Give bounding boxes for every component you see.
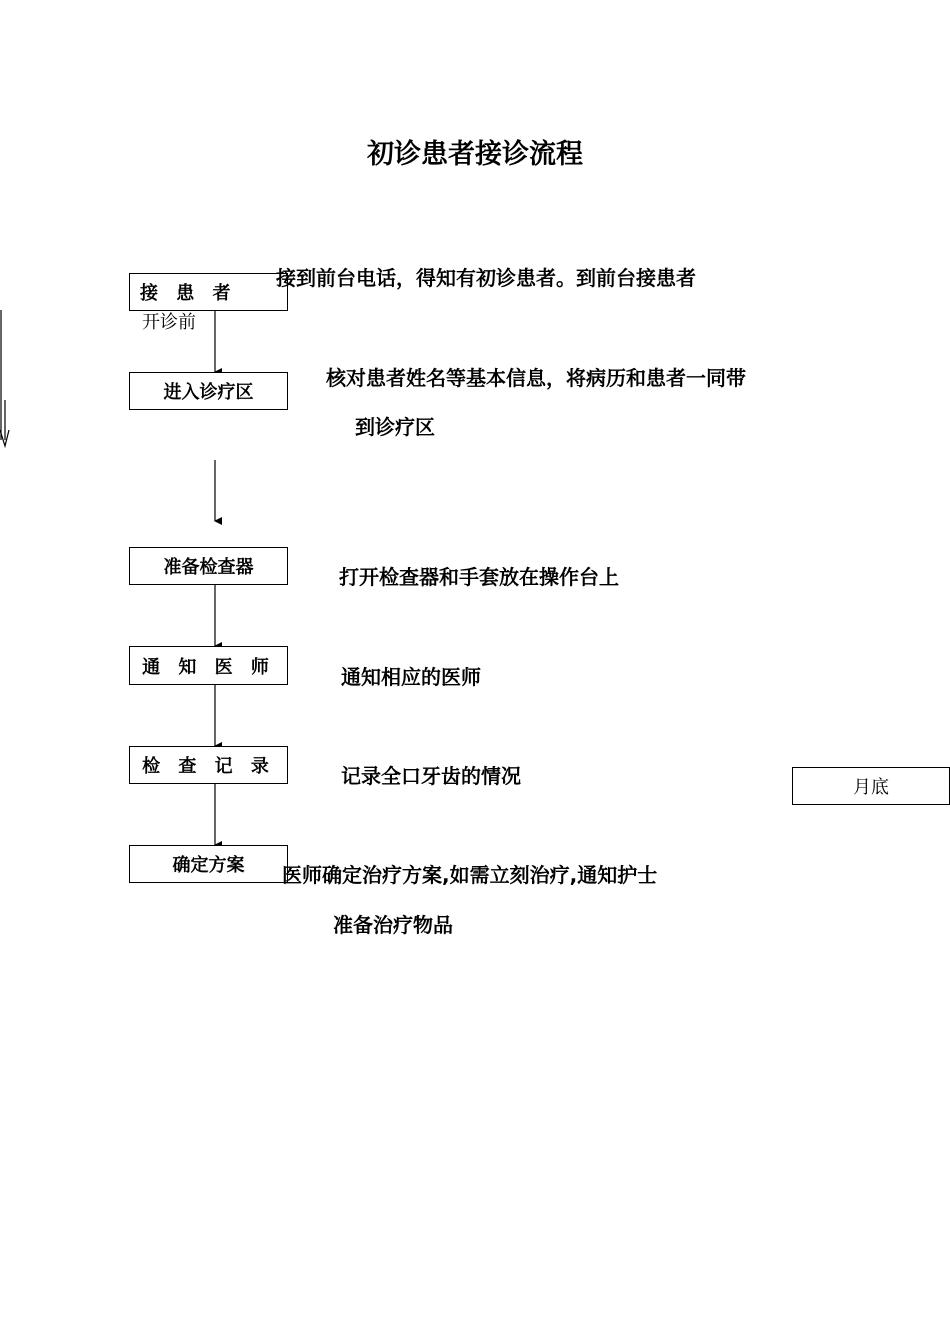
step-box-decide-plan: 确定方案 xyxy=(129,845,288,883)
step-box-notify-doctor: 通 知 医 师 xyxy=(129,646,288,685)
step-box-prepare-instruments: 准备检查器 xyxy=(129,547,288,585)
step-desc-decide-plan-line2: 准备治疗物品 xyxy=(333,913,453,937)
step-box-enter-clinic: 进入诊疗区 xyxy=(129,372,288,410)
side-box-month-end: 月底 xyxy=(792,767,950,805)
page-title: 初诊患者接诊流程 xyxy=(367,139,583,170)
step-desc-prepare-instruments: 打开检查器和手套放在操作台上 xyxy=(339,565,619,589)
step-desc-notify-doctor: 通知相应的医师 xyxy=(341,665,481,689)
step-desc-enter-clinic-line1: 核对患者姓名等基本信息，将病历和患者一同带 xyxy=(326,366,746,390)
step-box-exam-record: 检 查 记 录 xyxy=(129,746,288,784)
step-desc-enter-clinic-line2: 到诊疗区 xyxy=(355,415,435,439)
note-before-opening: 开诊前 xyxy=(142,312,196,333)
step-box-receive-patient: 接 患 者 xyxy=(129,273,288,311)
step-desc-exam-record: 记录全口牙齿的情况 xyxy=(341,764,521,788)
step-desc-decide-plan-line1: 医师确定治疗方案,如需立刻治疗,通知护士 xyxy=(282,863,658,887)
step-desc-receive-patient: 接到前台电话，得知有初诊患者。到前台接患者 xyxy=(276,266,696,290)
